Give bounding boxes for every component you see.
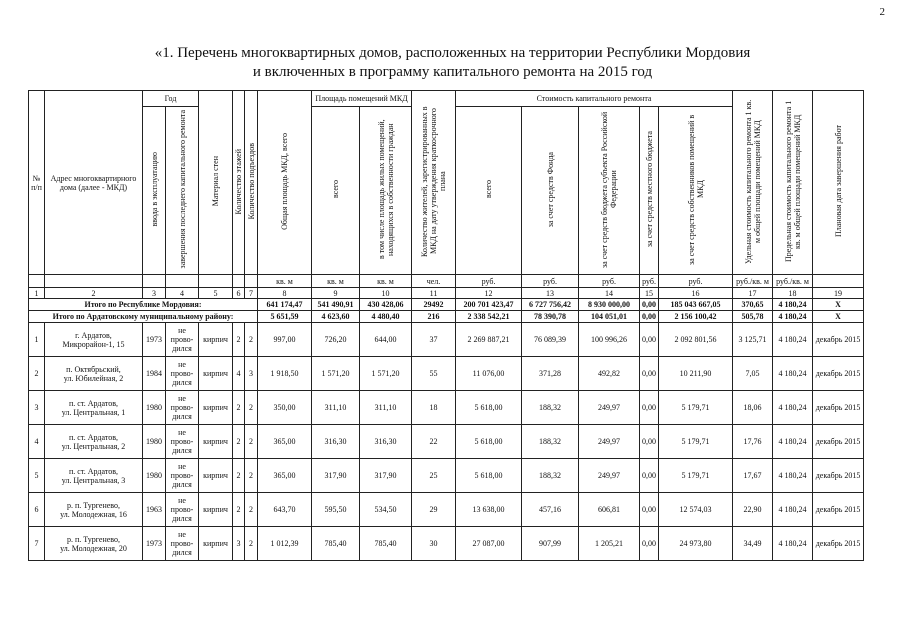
row-cost-region: 249,97 [579, 391, 640, 425]
address-line-1: р. п. Тургенево, [66, 500, 121, 510]
column-number: 14 [579, 288, 640, 299]
column-number: 12 [456, 288, 522, 299]
row-floors: 2 [233, 425, 245, 459]
header-wall-material: Материал стен [199, 91, 233, 275]
column-number: 16 [659, 288, 733, 299]
page-number: 2 [879, 6, 885, 18]
totals-cell: 0,00 [640, 311, 659, 323]
housing-register-table [28, 90, 864, 561]
row-entrances: 2 [245, 391, 258, 425]
header-entrances: Количество подъездов [245, 91, 258, 275]
totals-cell: 104 051,01 [579, 311, 640, 323]
row-floors: 4 [233, 357, 245, 391]
unit-cell [233, 275, 245, 288]
column-number: 5 [199, 288, 233, 299]
row-number: 7 [29, 527, 45, 561]
totals-row [29, 299, 864, 311]
totals-cell: 4 180,24 [773, 299, 813, 311]
totals-cell: 430 428,06 [360, 299, 412, 311]
totals-cell: 2 156 100,42 [659, 311, 733, 323]
header-year-last-repair: завершения последнего капитального ремонта [166, 107, 199, 275]
row-address [45, 391, 143, 425]
row-year-commission: 1980 [143, 459, 166, 493]
row-number: 3 [29, 391, 45, 425]
row-cost-owners: 10 211,90 [659, 357, 733, 391]
row-last-repair: не прово-дился [166, 391, 199, 425]
column-number: 10 [360, 288, 412, 299]
row-cost-local: 0,00 [640, 323, 659, 357]
row-total-area: 1 012,39 [258, 527, 312, 561]
row-total-area: 365,00 [258, 459, 312, 493]
row-max-cost: 4 180,24 [773, 391, 813, 425]
row-unit-cost: 34,49 [733, 527, 773, 561]
row-premises-total: 317,90 [312, 459, 360, 493]
totals-label: Итого по Ардатовскому муниципальному району: [29, 311, 258, 323]
row-residents: 55 [412, 357, 456, 391]
row-cost-fund: 188,32 [522, 459, 579, 493]
row-entrances: 2 [245, 323, 258, 357]
document-title [0, 44, 905, 82]
row-premises-total: 316,30 [312, 425, 360, 459]
row-cost-fund: 371,28 [522, 357, 579, 391]
row-number: 1 [29, 323, 45, 357]
column-number: 1 [29, 288, 45, 299]
header-total-area: Общая площадь МКД, всего [258, 91, 312, 275]
row-last-repair: не прово-дился [166, 323, 199, 357]
row-unit-cost: 17,76 [733, 425, 773, 459]
row-year-commission: 1984 [143, 357, 166, 391]
row-wall-material: кирпич [199, 493, 233, 527]
table-row [29, 323, 864, 357]
row-year-commission: 1963 [143, 493, 166, 527]
row-cost-total: 2 269 887,21 [456, 323, 522, 357]
address-line-2: ул. Молодежная, 16 [60, 509, 127, 519]
column-numbers-row [29, 288, 864, 299]
row-cost-owners: 5 179,71 [659, 459, 733, 493]
header-cost-local: за счет средств местного бюджета [640, 107, 659, 275]
row-max-cost: 4 180,24 [773, 459, 813, 493]
row-wall-material: кирпич [199, 459, 233, 493]
totals-cell: 4 480,40 [360, 311, 412, 323]
totals-cell: X [813, 311, 864, 323]
row-unit-cost: 3 125,71 [733, 323, 773, 357]
row-floors: 2 [233, 459, 245, 493]
row-cost-region: 100 996,26 [579, 323, 640, 357]
row-unit-cost: 22,90 [733, 493, 773, 527]
totals-cell: 29492 [412, 299, 456, 311]
row-last-repair: не прово-дился [166, 459, 199, 493]
totals-cell: 4 180,24 [773, 311, 813, 323]
header-floors: Количество этажей [233, 91, 245, 275]
totals-label: Итого по Республике Мордовия: [29, 299, 258, 311]
unit-cell [199, 275, 233, 288]
unit-cell [166, 275, 199, 288]
totals-cell: 541 490,91 [312, 299, 360, 311]
address-line-1: р. п. Тургенево, [66, 534, 121, 544]
header-residents: Количество жителей, зарегистрированных в МКД на дату утверждения краткосрочного плана [412, 91, 456, 275]
row-wall-material: кирпич [199, 357, 233, 391]
row-cost-fund: 188,32 [522, 391, 579, 425]
header-cost-group: Стоимость капитального ремонта [456, 91, 733, 107]
row-cost-total: 5 618,00 [456, 391, 522, 425]
table-row [29, 357, 864, 391]
row-completion-date: декабрь 2015 [813, 459, 864, 493]
column-number: 7 [245, 288, 258, 299]
unit-cell [29, 275, 45, 288]
row-premises-residential: 311,10 [360, 391, 412, 425]
row-cost-owners: 12 574,03 [659, 493, 733, 527]
row-last-repair: не прово-дился [166, 357, 199, 391]
row-address [45, 527, 143, 561]
row-max-cost: 4 180,24 [773, 527, 813, 561]
row-premises-residential: 534,50 [360, 493, 412, 527]
row-cost-total: 5 618,00 [456, 459, 522, 493]
row-floors: 2 [233, 493, 245, 527]
row-cost-local: 0,00 [640, 459, 659, 493]
row-cost-region: 606,81 [579, 493, 640, 527]
row-wall-material: кирпич [199, 527, 233, 561]
row-wall-material: кирпич [199, 323, 233, 357]
column-number: 3 [143, 288, 166, 299]
header-year-commission: ввода в эксплуатацию [143, 107, 166, 275]
row-premises-residential: 644,00 [360, 323, 412, 357]
units-row [29, 275, 864, 288]
row-cost-owners: 2 092 801,56 [659, 323, 733, 357]
row-cost-region: 249,97 [579, 459, 640, 493]
header-unit-cost: Удельная стоимость капитального ремонта 1 кв. м общей площади помещений МКД [733, 91, 773, 275]
totals-cell: 200 701 423,47 [456, 299, 522, 311]
row-premises-total: 785,40 [312, 527, 360, 561]
row-entrances: 2 [245, 425, 258, 459]
totals-cell: 641 174,47 [258, 299, 312, 311]
header-cost-region: за счет средств бюджета субъекта Российской Федерации [579, 107, 640, 275]
totals-cell: 8 930 000,00 [579, 299, 640, 311]
row-total-area: 997,00 [258, 323, 312, 357]
row-cost-owners: 5 179,71 [659, 425, 733, 459]
row-cost-fund: 457,16 [522, 493, 579, 527]
row-premises-residential: 1 571,20 [360, 357, 412, 391]
row-number: 2 [29, 357, 45, 391]
column-number: 2 [45, 288, 143, 299]
totals-cell: 2 338 542,21 [456, 311, 522, 323]
row-residents: 37 [412, 323, 456, 357]
row-number: 4 [29, 425, 45, 459]
address-line-1: г. Ардатов, [75, 330, 112, 340]
column-number: 6 [233, 288, 245, 299]
row-cost-total: 27 087,00 [456, 527, 522, 561]
row-completion-date: декабрь 2015 [813, 527, 864, 561]
row-address [45, 459, 143, 493]
row-cost-owners: 24 973,80 [659, 527, 733, 561]
column-number: 17 [733, 288, 773, 299]
header-address: Адрес многоквартирного дома (далее - МКД) [45, 91, 143, 275]
header-cost-total: всего [456, 107, 522, 275]
address-line-1: п. ст. Ардатов, [69, 466, 118, 476]
unit-cell: кв. м [360, 275, 412, 288]
row-year-commission: 1973 [143, 323, 166, 357]
row-cost-fund: 907,99 [522, 527, 579, 561]
header-num: № п/п [29, 91, 45, 275]
row-entrances: 2 [245, 493, 258, 527]
title-line-1: «1. Перечень многоквартирных домов, расположенных на территории Республики Мордовия [154, 45, 751, 61]
totals-cell: 5 651,59 [258, 311, 312, 323]
row-cost-region: 1 205,21 [579, 527, 640, 561]
unit-cell: руб. [659, 275, 733, 288]
totals-cell: 505,78 [733, 311, 773, 323]
table-row [29, 527, 864, 561]
address-line-1: п. Октябрьский, [66, 364, 121, 374]
row-premises-total: 1 571,20 [312, 357, 360, 391]
row-cost-local: 0,00 [640, 425, 659, 459]
row-premises-total: 595,50 [312, 493, 360, 527]
header-premises-total: всего [312, 107, 360, 275]
row-cost-local: 0,00 [640, 357, 659, 391]
row-premises-residential: 785,40 [360, 527, 412, 561]
address-line-2: Микрорайон-1, 15 [62, 339, 125, 349]
row-address [45, 323, 143, 357]
row-premises-total: 726,20 [312, 323, 360, 357]
row-max-cost: 4 180,24 [773, 323, 813, 357]
totals-row [29, 311, 864, 323]
address-line-1: п. ст. Ардатов, [69, 398, 118, 408]
row-wall-material: кирпич [199, 425, 233, 459]
row-premises-residential: 316,30 [360, 425, 412, 459]
totals-cell: 370,65 [733, 299, 773, 311]
row-wall-material: кирпич [199, 391, 233, 425]
row-floors: 2 [233, 323, 245, 357]
header-cost-owners: за счет средств собственников помещений в МКД [659, 107, 733, 275]
address-line-2: ул. Центральная, 1 [61, 407, 126, 417]
row-cost-region: 249,97 [579, 425, 640, 459]
column-number: 15 [640, 288, 659, 299]
unit-cell: кв. м [258, 275, 312, 288]
row-entrances: 2 [245, 459, 258, 493]
header-year-group: Год [143, 91, 199, 107]
row-floors: 2 [233, 391, 245, 425]
header-premises-group: Площадь помещений МКД [312, 91, 412, 107]
row-cost-owners: 5 179,71 [659, 391, 733, 425]
row-residents: 18 [412, 391, 456, 425]
row-completion-date: декабрь 2015 [813, 391, 864, 425]
row-address [45, 493, 143, 527]
totals-cell: 185 043 667,05 [659, 299, 733, 311]
row-cost-local: 0,00 [640, 493, 659, 527]
row-max-cost: 4 180,24 [773, 425, 813, 459]
totals-cell: 216 [412, 311, 456, 323]
unit-cell: руб. [640, 275, 659, 288]
header-completion: Плановая дата завершения работ [813, 91, 864, 275]
header-max-cost: Предельная стоимость капитального ремонта 1 кв. м общей площади помещений МКД [773, 91, 813, 275]
row-unit-cost: 18,06 [733, 391, 773, 425]
row-year-commission: 1973 [143, 527, 166, 561]
address-line-2: ул. Юбилейная, 2 [63, 373, 124, 383]
column-number: 18 [773, 288, 813, 299]
totals-cell: 78 390,78 [522, 311, 579, 323]
row-cost-total: 11 076,00 [456, 357, 522, 391]
column-number: 9 [312, 288, 360, 299]
row-year-commission: 1980 [143, 425, 166, 459]
totals-cell: 0,00 [640, 299, 659, 311]
totals-cell: X [813, 299, 864, 311]
row-last-repair: не прово-дился [166, 425, 199, 459]
unit-cell [245, 275, 258, 288]
table-row [29, 391, 864, 425]
column-number: 11 [412, 288, 456, 299]
row-last-repair: не прово-дился [166, 527, 199, 561]
row-cost-total: 5 618,00 [456, 425, 522, 459]
row-cost-local: 0,00 [640, 391, 659, 425]
row-address [45, 425, 143, 459]
row-completion-date: декабрь 2015 [813, 493, 864, 527]
row-residents: 25 [412, 459, 456, 493]
unit-cell [45, 275, 143, 288]
table-row [29, 425, 864, 459]
column-number: 8 [258, 288, 312, 299]
row-unit-cost: 17,67 [733, 459, 773, 493]
row-total-area: 643,70 [258, 493, 312, 527]
row-cost-local: 0,00 [640, 527, 659, 561]
row-cost-fund: 76 089,39 [522, 323, 579, 357]
row-number: 6 [29, 493, 45, 527]
row-entrances: 3 [245, 357, 258, 391]
row-address [45, 357, 143, 391]
row-entrances: 2 [245, 527, 258, 561]
row-max-cost: 4 180,24 [773, 493, 813, 527]
table-row [29, 459, 864, 493]
row-total-area: 350,00 [258, 391, 312, 425]
address-line-1: п. ст. Ардатов, [69, 432, 118, 442]
address-line-2: ул. Центральная, 2 [61, 441, 126, 451]
row-max-cost: 4 180,24 [773, 357, 813, 391]
unit-cell [143, 275, 166, 288]
row-unit-cost: 7,05 [733, 357, 773, 391]
row-last-repair: не прово-дился [166, 493, 199, 527]
unit-cell: руб./кв. м [773, 275, 813, 288]
row-completion-date: декабрь 2015 [813, 425, 864, 459]
column-number: 13 [522, 288, 579, 299]
row-residents: 30 [412, 527, 456, 561]
column-number: 19 [813, 288, 864, 299]
row-residents: 22 [412, 425, 456, 459]
unit-cell [813, 275, 864, 288]
row-floors: 3 [233, 527, 245, 561]
row-completion-date: декабрь 2015 [813, 357, 864, 391]
unit-cell: кв. м [312, 275, 360, 288]
header-cost-fund: за счет средств Фонда [522, 107, 579, 275]
unit-cell: руб. [522, 275, 579, 288]
row-total-area: 365,00 [258, 425, 312, 459]
unit-cell: руб. [579, 275, 640, 288]
totals-cell: 4 623,60 [312, 311, 360, 323]
row-total-area: 1 918,50 [258, 357, 312, 391]
address-line-2: ул. Молодежная, 20 [60, 543, 127, 553]
unit-cell: руб. [456, 275, 522, 288]
row-premises-residential: 317,90 [360, 459, 412, 493]
unit-cell: руб./кв. м [733, 275, 773, 288]
row-completion-date: декабрь 2015 [813, 323, 864, 357]
totals-cell: 6 727 756,42 [522, 299, 579, 311]
row-premises-total: 311,10 [312, 391, 360, 425]
row-residents: 29 [412, 493, 456, 527]
row-year-commission: 1980 [143, 391, 166, 425]
column-number: 4 [166, 288, 199, 299]
row-cost-total: 13 638,00 [456, 493, 522, 527]
title-line-2: и включенных в программу капитального ремонта на 2015 год [252, 64, 653, 80]
table-row [29, 493, 864, 527]
address-line-2: ул. Центральная, 3 [61, 475, 126, 485]
row-cost-fund: 188,32 [522, 425, 579, 459]
row-cost-region: 492,82 [579, 357, 640, 391]
unit-cell: чел. [412, 275, 456, 288]
header-premises-residential: в том числе площадь жилых помещений, находящихся в собственности граждан [360, 107, 412, 275]
row-number: 5 [29, 459, 45, 493]
